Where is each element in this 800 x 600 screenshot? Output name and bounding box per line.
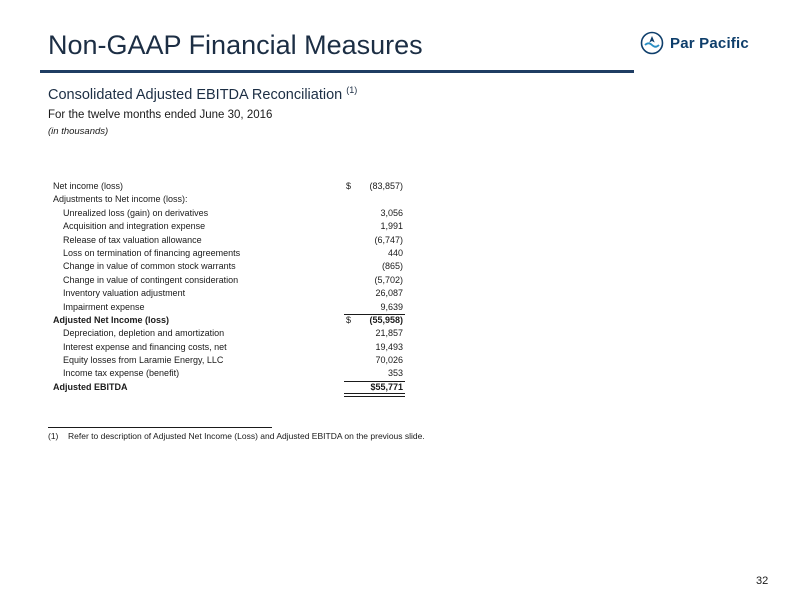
row-label: Adjustments to Net income (loss): xyxy=(53,194,188,205)
table-row xyxy=(53,234,405,247)
footnote-number: (1) xyxy=(48,431,59,441)
row-amount: 440 xyxy=(387,247,403,258)
row-label: Interest expense and financing costs, net xyxy=(63,341,227,352)
logo-text: Par Pacific xyxy=(670,34,749,52)
row-label: Impairment expense xyxy=(63,301,145,312)
table-row xyxy=(53,193,405,206)
row-amount: (55,958) xyxy=(369,314,403,325)
row-amount: (865) xyxy=(381,261,403,272)
row-label: Equity losses from Laramie Energy, LLC xyxy=(63,355,224,366)
row-label: Change in value of common stock warrants xyxy=(63,261,236,272)
row-amount: 3,056 xyxy=(380,207,403,218)
row-amount: (5,702) xyxy=(374,274,403,285)
table-row xyxy=(53,381,405,394)
table-row xyxy=(53,180,405,193)
row-amount: (83,857) xyxy=(369,181,403,191)
page-number: 32 xyxy=(756,575,769,587)
row-label: Net income (loss) xyxy=(53,181,124,191)
period-label: For the twelve months ended June 30, 2016 xyxy=(48,109,273,121)
row-amount: 9,639 xyxy=(380,301,403,312)
currency-symbol: $ xyxy=(346,181,352,191)
row-amount: 70,026 xyxy=(375,355,403,366)
table-row xyxy=(53,247,405,260)
page-title: Non-GAAP Financial Measures xyxy=(48,30,423,60)
title-divider xyxy=(40,70,634,73)
table-row xyxy=(53,327,405,340)
company-logo xyxy=(640,29,770,57)
row-amount: 26,087 xyxy=(375,288,403,299)
row-label: Adjusted Net Income (loss) xyxy=(53,314,170,325)
table-row xyxy=(53,274,405,287)
table-row xyxy=(53,341,405,354)
section-subtitle xyxy=(48,86,357,104)
table-row xyxy=(53,287,405,300)
row-amount: 21,857 xyxy=(375,328,403,339)
row-label: Unrealized loss (gain) on derivatives xyxy=(63,207,209,218)
footnote-text: Refer to description of Adjusted Net Income (Loss) and Adjusted EBITDA on the previous slide. xyxy=(68,431,425,441)
total-double-rule xyxy=(344,393,405,397)
table-row xyxy=(53,207,405,220)
row-amount: 19,493 xyxy=(375,341,403,352)
row-label: Adjusted EBITDA xyxy=(53,381,128,392)
row-label: Change in value of contingent consideration xyxy=(63,274,239,285)
row-amount: 353 xyxy=(387,368,403,379)
row-amount: 1,991 xyxy=(380,221,403,232)
table-row xyxy=(53,314,405,327)
row-label: Depreciation, depletion and amortization xyxy=(63,328,225,339)
row-label: Income tax expense (benefit) xyxy=(63,368,180,379)
subtitle-text: Consolidated Adjusted EBITDA Reconciliation xyxy=(48,87,343,103)
table-row xyxy=(53,367,405,380)
reconciliation-table xyxy=(53,180,405,394)
units-label: (in thousands) xyxy=(48,126,109,137)
table-row xyxy=(53,301,405,314)
footnote xyxy=(48,431,425,442)
row-label: Inventory valuation adjustment xyxy=(63,288,186,299)
row-label: Release of tax valuation allowance xyxy=(63,234,202,245)
row-amount: $55,771 xyxy=(370,381,403,392)
row-label: Loss on termination of financing agreements xyxy=(63,247,241,258)
footnote-divider xyxy=(48,427,272,428)
row-label: Acquisition and integration expense xyxy=(63,221,206,232)
subtitle-footnote-ref: (1) xyxy=(346,85,358,96)
par-pacific-wave-logo-icon xyxy=(640,31,664,55)
currency-symbol: $ xyxy=(346,314,352,325)
table-row xyxy=(53,260,405,273)
table-row xyxy=(53,220,405,233)
table-row xyxy=(53,354,405,367)
row-amount: (6,747) xyxy=(374,234,403,245)
